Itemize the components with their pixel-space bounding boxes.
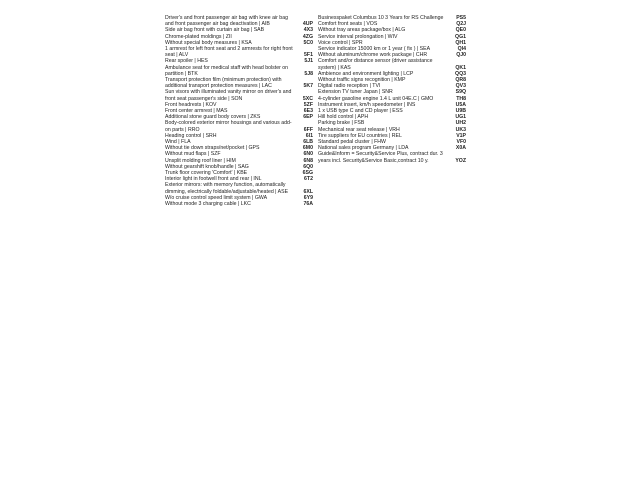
option-code: QV3 (455, 83, 466, 90)
option-code: Q2J (456, 21, 466, 28)
option-row (318, 58, 466, 70)
option-code: 4X3 (303, 27, 313, 34)
option-row (165, 46, 313, 58)
option-row (165, 120, 313, 132)
option-code: QE0 (455, 27, 466, 34)
option-description: Digital radio reception | TVI (318, 83, 381, 90)
option-description: Standard pedal cluster | FHW (318, 139, 386, 146)
option-code: UK3 (455, 126, 466, 133)
option-description: Voice control | SPR (318, 39, 363, 46)
option-description: Parking brake | FSB (318, 120, 365, 127)
option-row (165, 15, 313, 27)
options-list-right (318, 15, 466, 164)
option-row (165, 89, 313, 101)
option-code: UG1 (455, 114, 466, 121)
option-description: Ambulance seat for medical staff with head bolster on partition | BTK (165, 64, 289, 77)
option-code: 6E3 (303, 108, 313, 115)
option-description: Service indicator 15000 km or 1 year ( fix ) | SEA (318, 46, 431, 53)
option-code: QG1 (455, 33, 466, 40)
option-code: 5J1 (304, 58, 313, 65)
option-description: Heading control | SRH (165, 132, 217, 139)
option-description: Ambience and environment lighting | LCP (318, 70, 414, 77)
option-code: 6M0 (302, 145, 313, 152)
option-code: 6SG (302, 170, 313, 177)
option-code: 6N0 (303, 151, 313, 158)
option-description: Front headrests | KOV (165, 101, 217, 108)
option-description: Service interval prolongation | WIV (318, 33, 398, 40)
option-description: W/o cruise control speed limit system | GWA (165, 194, 268, 201)
option-code: 6N8 (303, 157, 313, 164)
option-description: 1 armrest for left front seat and 2 armrests for right front seat | ALV (165, 46, 293, 59)
option-description: Interior light in footwell front and rear | INL (165, 176, 262, 183)
option-code: 6I1 (305, 132, 313, 139)
option-code: VF0 (456, 139, 466, 146)
option-description: Hill hold control | APH (318, 114, 369, 121)
option-description: Without tray areas package/box | ALG (318, 27, 406, 34)
option-description: Rear spoiler | HES (165, 58, 208, 65)
option-description: Tire suppliers for EU countries | REL (318, 132, 402, 139)
option-code: 6FF (303, 126, 313, 133)
option-code: YOZ (455, 157, 466, 164)
option-description: Comfort front seats | VOS (318, 21, 378, 28)
option-description: Without mode 3 charging cable | LKC (165, 201, 251, 208)
option-code: 6EP (303, 114, 313, 121)
option-code: 5C0 (303, 39, 313, 46)
option-code: UH2 (455, 120, 466, 127)
option-description: Unsplit molding roof liner | HIM (165, 157, 236, 164)
option-code: S9Q (455, 89, 466, 96)
option-code: 6Q0 (303, 163, 313, 170)
option-code: 5J8 (304, 70, 313, 77)
option-code: QK1 (455, 64, 466, 71)
option-code: 6T2 (304, 176, 313, 183)
option-code: 4ZG (302, 33, 313, 40)
option-code: X0A (455, 145, 466, 152)
option-description: Businesspaket Columbus 10 3 Years for RS Challenge (318, 15, 444, 21)
option-description: Instrument insert, km/h speedometer | INS (318, 101, 416, 108)
option-code: TH8 (456, 95, 466, 102)
option-code: QQ3 (455, 70, 466, 77)
option-description: Driver's and front passenger air bag with knee air bag and front passenger air bag deactivation | AIB (165, 15, 288, 28)
option-code: 4UP (302, 21, 313, 28)
option-code: 6XL (303, 188, 313, 195)
option-description: Transport protection film (minimum protection) with additional transport protection measures | LAC (165, 77, 282, 90)
option-code: U9B (455, 108, 466, 115)
option-description: Front center armrest | MAS (165, 108, 228, 115)
option-code: 5ZF (303, 101, 313, 108)
option-row (165, 182, 313, 194)
option-description: Sun visors with illuminated vanity mirror on driver's and front seat passenger's side | SON (165, 89, 292, 102)
option-code: 5F1 (304, 52, 313, 59)
option-description: Without tie down straps/net/pocket | GPS (165, 145, 260, 152)
option-code: QR8 (455, 77, 466, 84)
option-code: PS5 (456, 15, 466, 21)
option-row (165, 65, 313, 77)
option-description: Exterior mirrors: with memory function, automatically dimming, electrically foldable/adjustable/heated | ASE (165, 182, 289, 195)
option-description: Mechanical rear seat release | VRH (318, 126, 400, 133)
option-description: Without mud flaps | SZF (165, 151, 221, 158)
option-code: QH1 (455, 39, 466, 46)
option-description: Extension TV tuner Japan | SNR (318, 89, 393, 96)
option-description: Without traffic signs recognition | KMP (318, 77, 406, 84)
option-row (165, 201, 313, 207)
option-description: 4-cylinder gasoline engine 1.4 L unit 04E.C | GMO (318, 95, 434, 102)
option-code: V1P (456, 132, 466, 139)
option-description: Trunk floor covering 'Comfort' | KBE (165, 170, 248, 177)
option-description: Comfort and/or distance sensor (driver assistance system) | KAS (318, 58, 433, 71)
option-description: Side air bag front with curtain air bag | SAB (165, 27, 265, 34)
option-code: 5K7 (303, 83, 313, 90)
option-code: 5XC (302, 95, 313, 102)
option-description: Without special body measures | KSA (165, 39, 252, 46)
option-row (165, 77, 313, 89)
option-description: Guide&Inform = Security&Service Plus, contract dur. 3 years incl. Security&Service Basic,contract 10 y. (318, 151, 443, 164)
option-description: National sales program Germany | LDA (318, 145, 409, 152)
option-description: Additional stone guard body covers | ZKS (165, 114, 261, 121)
option-description: Without gearshift knob/handle | SAG (165, 163, 249, 170)
option-code: 76A (303, 201, 313, 208)
option-code: 6Y9 (303, 194, 313, 201)
option-code: 6LB (303, 139, 313, 146)
option-description: Without aluminum/chrome work package | CHR (318, 52, 428, 59)
option-code: QJ0 (456, 52, 466, 59)
options-list-left (165, 15, 313, 207)
option-description: 1 x USB type C and CD player | ESS (318, 108, 403, 115)
option-description: Wind | FLA (165, 139, 191, 146)
option-description: Body-colored exterior mirror housings and various add-on parts | RRO (165, 120, 292, 133)
option-code: QI4 (457, 46, 466, 53)
option-code: U5A (455, 101, 466, 108)
option-row (318, 151, 466, 163)
option-description: Chrome-plated moldings | ZII (165, 33, 232, 40)
